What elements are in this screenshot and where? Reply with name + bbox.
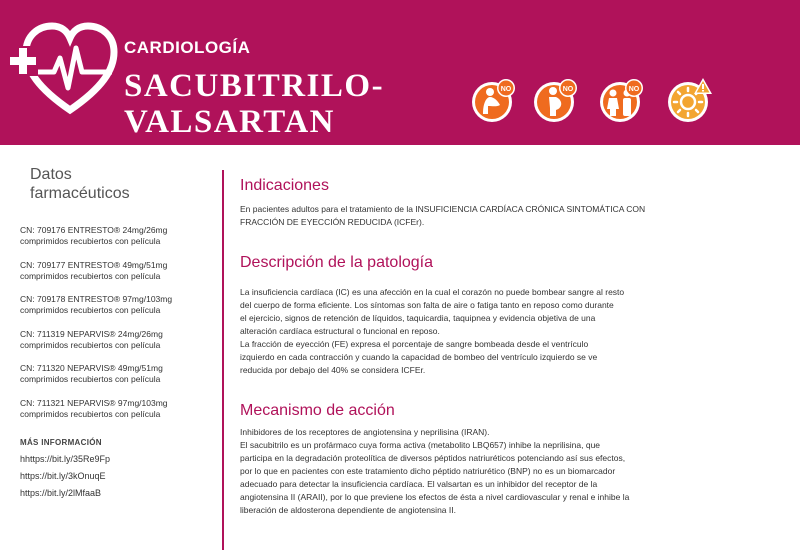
text-line: La insuficiencia cardíaca (IC) es una afección en la cual el corazón no puede bombear sangre al resto	[240, 287, 625, 297]
sidebar-title-line-2: farmacéuticos	[30, 185, 130, 202]
text-line: participa en la degradación proteolítica de diversos péptidos natriuréticos potenciando así sus efectos,	[240, 453, 626, 463]
text-line: izquierdo en cada contracción y cuando la capacidad de bombeo del ventrículo izquierdo se ve	[240, 352, 598, 362]
text-line: El sacubitrilo es un profármaco cuya forma activa (metabolito LBQ657) inhibe la neprilisina, que	[240, 440, 601, 450]
indicaciones-text	[240, 203, 780, 229]
warning-icons	[470, 76, 730, 126]
text-line: En pacientes adultos para el tratamiento de la INSUFICIENCIA CARDÍACA CRÓNICA SINTOMÁTICA CON	[240, 204, 646, 214]
product-item	[20, 260, 220, 282]
category-label: CARDIOLOGÍA	[124, 38, 251, 57]
product-form: comprimidos recubiertos con película	[20, 305, 161, 315]
main-content	[240, 176, 780, 517]
product-form: comprimidos recubiertos con película	[20, 408, 161, 419]
column-divider	[222, 170, 224, 550]
product-code: CN: 709178 ENTRESTO® 97mg/103mg	[20, 294, 173, 304]
more-info-link-1[interactable]: hhttps://bit.ly/35Re9Fp	[20, 453, 111, 464]
text-line: adecuado para detectar la insuficiencia cardíaca. El valsartan es un inhibidor del receptor de la	[240, 479, 598, 489]
product-item	[20, 329, 220, 351]
product-item	[20, 363, 220, 385]
sidebar-title	[30, 165, 220, 203]
product-code: CN: 711321 NEPARVIS® 97mg/103mg	[20, 397, 168, 408]
text-line: Inhibidores de los receptores de angiotensina y neprilisina (IRAN).	[240, 427, 490, 437]
no-badge-text-1: NO	[500, 86, 512, 93]
product-code: CN: 709177 ENTRESTO® 49mg/51mg	[20, 259, 168, 270]
no-badge-text-3: NO	[628, 86, 640, 93]
sidebar-title-line-1: Datos	[30, 166, 72, 183]
product-item	[20, 225, 220, 247]
text-line: reducida por debajo del 40% se considera ICFEr.	[240, 365, 426, 375]
product-form: comprimidos recubiertos con película	[20, 236, 161, 246]
heart-ecg-icon	[8, 18, 120, 118]
indicaciones-title: Indicaciones	[240, 177, 329, 194]
product-list	[20, 225, 220, 420]
patologia-title: Descripción de la patología	[240, 254, 434, 271]
mecanismo-text	[240, 426, 780, 517]
drug-title-line-2: VALSARTAN	[124, 104, 336, 140]
text-line: FRACCIÓN DE EYECCIÓN REDUCIDA (ICFEr).	[240, 217, 425, 227]
text-line: angiotensina II (ARAII), por lo que previene los efectos de ésta a nivel cardiovascular y renal e inhibe la	[240, 492, 630, 502]
drug-title-line-1: SACUBITRILO-	[124, 68, 385, 104]
no-breastfeeding-icon	[470, 76, 518, 124]
text-line: liberación de aldosterona dependiente de angiotensina II.	[240, 505, 456, 515]
product-form: comprimidos recubiertos con película	[20, 270, 161, 281]
more-info-link-2[interactable]: https://bit.ly/3kOnuqE	[20, 470, 106, 481]
no-badge-text-2: NO	[562, 86, 574, 93]
sun-warning-icon	[666, 76, 714, 124]
patologia-text	[240, 286, 780, 377]
no-children-icon	[598, 76, 646, 124]
product-code: CN: 709176 ENTRESTO® 24mg/26mg	[20, 225, 168, 235]
product-code: CN: 711319 NEPARVIS® 24mg/26mg	[20, 328, 163, 339]
product-form: comprimidos recubiertos con película	[20, 374, 161, 384]
text-line: alteración cardíaca estructural o funcional en reposo.	[240, 326, 440, 336]
text-line: el ejercicio, signos de retención de líquidos, taquicardia, taquipnea y evidencia objetiva de una	[240, 313, 596, 323]
mecanismo-title: Mecanismo de acción	[240, 402, 395, 419]
product-item	[20, 398, 220, 420]
text-line: por lo que en pacientes con este tratamiento dicho péptido natriurético (BNP) no es un biomarcador	[240, 466, 616, 476]
text-line: La fracción de eyección (FE) expresa el porcentaje de sangre bombeada desde el ventrículo	[240, 339, 589, 349]
header-banner	[0, 0, 800, 145]
product-form: comprimidos recubiertos con película	[20, 339, 161, 350]
more-info-link-3[interactable]: https://bit.ly/2lMfaaB	[20, 487, 102, 498]
product-item	[20, 294, 220, 316]
drug-title	[124, 68, 384, 140]
text-line: del cuerpo de forma eficiente. Los síntomas son falta de aire o fatiga tanto en reposo como durante	[240, 300, 614, 310]
no-pregnancy-icon	[532, 76, 580, 124]
sidebar-pharma-data	[20, 165, 220, 498]
more-info-title: MÁS INFORMACIÓN	[20, 437, 102, 447]
product-code: CN: 711320 NEPARVIS® 49mg/51mg	[20, 363, 163, 373]
